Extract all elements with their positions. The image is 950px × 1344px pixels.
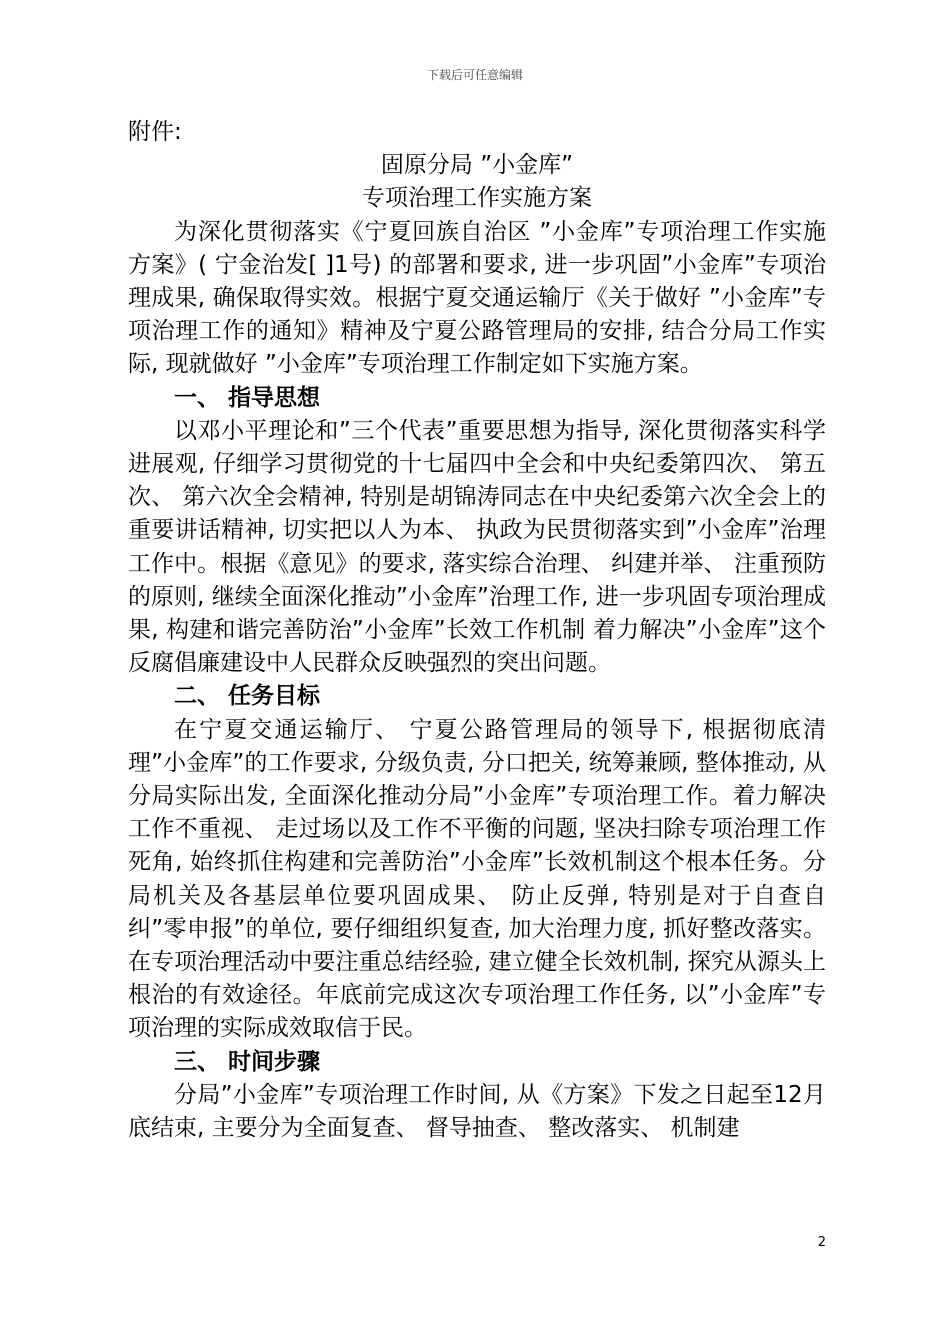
document-body (128, 116, 826, 1145)
section-body-schedule: 分局”小金库”专项治理工作时间, 从《方案》下发之日起至12月底结束, 主要分为全面复查、 督导抽查、 整改落实、 机制建 (128, 1081, 826, 1142)
section-heading-guiding-ideology: 一、 指导思想 (174, 384, 321, 411)
section-body-guiding-ideology: 以邓小平理论和”三个代表”重要思想为指导, 深化贯彻落实科学进展观, 仔细学习贯彻党的十七届四中全会和中央纪委第四次、 第五次、 第六次全会精神, 特别是胡锦涛同志在中央纪委第六次全会上的重要讲话精神, 切实把以人为本、 执政为民贯彻落实到”小金库”治理工作中。根据《意见》的要求, 落实综合治理、 纠建并举、 注重预防的原则, 继续全面深化推动”小金库”治理工作, 进一步巩固专项治理成果, 构建和谐完善防治”小金库”长效工作机制 着力解决”小金库”这个反腐倡廉建设中人民群众反映强烈的突出问题。 (128, 417, 826, 677)
section-body-task-goals: 在宁夏交通运输厅、 宁夏公路管理局的领导下, 根据彻底清理”小金库”的工作要求, 分级负责, 分口把关, 统筹兼顾, 整体推动, 从分局实际出发, 全面深化推动分局”小金库”专项治理工作。着力解决工作不重视、 走过场以及工作不平衡的问题, 坚决扫除专项治理工作死角, 始终抓住构建和完善防治”小金库”长效机制这个根本任务。分局机关及各基层单位要巩固成果、 防止反弹, 特别是对于自查自纠”零申报”的单位, 要仔细组织复查, 加大治理力度, 抓好整改落实。在专项治理活动中要注重总结经验, 建立健全长效机制, 探究从源头上根治的有效途径。年底前完成这次专项治理工作任务, 以”小金库”专项治理的实际成效取信于民。 (128, 716, 826, 1042)
attachment-label: 附件: (128, 119, 182, 145)
section-heading-schedule: 三、 时间步骤 (174, 1048, 321, 1075)
document-title-line2: 专项治理工作实施方案 (362, 185, 592, 212)
intro-paragraph: 为深化贯彻落实《宁夏回族自治区 ”小金库”专项治理工作实施方案》( 宁金治发[ ]1号) 的部署和要求, 进一步巩固”小金库”专项治理成果, 确保取得实效。根据宁夏交通运输厅《关于做好 ”小金库”专项治理工作的通知》精神及宁夏公路管理局的安排, 结合分局工作实际, 现就做好 ”小金库”专项治理工作制定如下实施方案。 (128, 218, 826, 378)
page-number: 2 (817, 1235, 826, 1250)
document-title-line1: 固原分局 ”小金库” (380, 152, 574, 179)
page-header: 下载后可任意编辑 (426, 68, 523, 82)
section-heading-task-goals: 二、 任务目标 (174, 683, 321, 710)
